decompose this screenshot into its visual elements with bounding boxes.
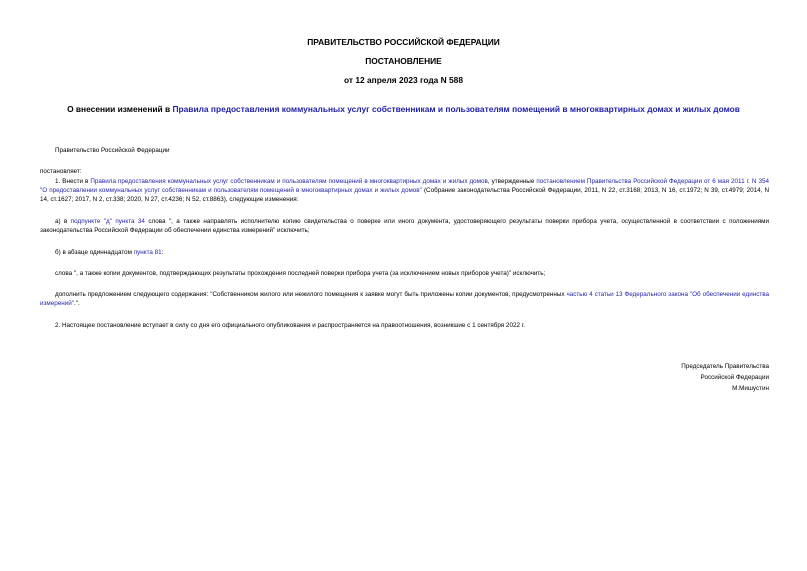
signature-position-1: Председатель Правительства (681, 363, 769, 370)
item-b-words: слова ", а также копии документов, подтверждающих результаты прохождения последней поверки прибора учета (за исключением новых приборов учета)" исключить; (55, 270, 546, 277)
item-b-addition (40, 290, 769, 308)
item-b (55, 248, 784, 257)
document-title (0, 104, 807, 114)
item-2: 2. Настоящее постановление вступает в силу со дня его официального опубликования и распространяется на правоотношения, возникшие с 1 сентября 2022 г. (55, 322, 525, 329)
item-1-mid: , утвержденные (487, 178, 537, 185)
item-1-decree-link[interactable]: постановлением Правительства Российской Федерации от 6 мая 2011 г. N 354 "О предоставлении коммунальных услуг собственникам и пользователям помещений в многоквартирных домах и жилых домов" (40, 178, 769, 194)
item-b-link[interactable]: пункта 81 (133, 249, 162, 256)
government-heading: ПРАВИТЕЛЬСТВО РОССИЙСКОЙ ФЕДЕРАЦИИ (307, 37, 500, 47)
item-b-prefix: б) в абзаце одиннадцатом (55, 249, 134, 256)
item-a-suffix: слова ", а также направлять исполнителю копию свидетельства о поверке или иного документа, удостоверяющего результаты поверки прибора учета, осуществленной в соответствии с положениями законодательства Российской Федерации об обеспечении единства измерений" исключить; (40, 218, 769, 234)
item-a-prefix: а) в (55, 218, 71, 225)
document-title-prefix: О внесении изменений в (67, 104, 173, 114)
item-1-rules-link[interactable]: Правила предоставления коммунальных услуг собственникам и пользователям помещений в многоквартирных домах и жилых домов (90, 178, 488, 185)
item-a (40, 217, 769, 235)
item-b-addition-prefix: дополнить предложением следующего содержания: "Собственником жилого или нежилого помещения к заявке могут быть приложены копии документов, предусмотренных (55, 291, 567, 298)
signature-position-2: Российской Федерации (700, 374, 769, 381)
item-1-prefix: 1. Внести в (55, 178, 91, 185)
federal-law-link[interactable]: частью 4 статьи 13 Федерального закона "Об обеспечении единства измерений" (40, 291, 770, 307)
item-1-suffix: (Собрание законодательства Российской Федерации, 2011, N 22, ст.3168; 2013, N 16, ст.1972; N 39, ст.4979; 2014, N 14, ст.1627; 2017, N 2, ст.338; 2020, N 27, ст.4236; N 52, ст.8863), следующие изменения: (40, 187, 769, 203)
rules-link[interactable]: Правила предоставления коммунальных услуг собственникам и пользователям помещений в многоквартирных домах и жилых домов (172, 104, 740, 114)
item-1 (40, 177, 769, 204)
signature-name: М.Мишустин (732, 385, 769, 392)
item-b-addition-suffix: .". (74, 300, 80, 307)
item-a-link[interactable]: подпункте "д" пункта 34 (70, 218, 145, 225)
document-date-number: от 12 апреля 2023 года N 588 (344, 75, 463, 85)
document-type-heading: ПОСТАНОВЛЕНИЕ (365, 56, 442, 66)
preamble-decrees: постановляет: (40, 168, 82, 175)
item-b-suffix: : (161, 249, 164, 256)
preamble-government: Правительство Российской Федерации (55, 147, 170, 154)
